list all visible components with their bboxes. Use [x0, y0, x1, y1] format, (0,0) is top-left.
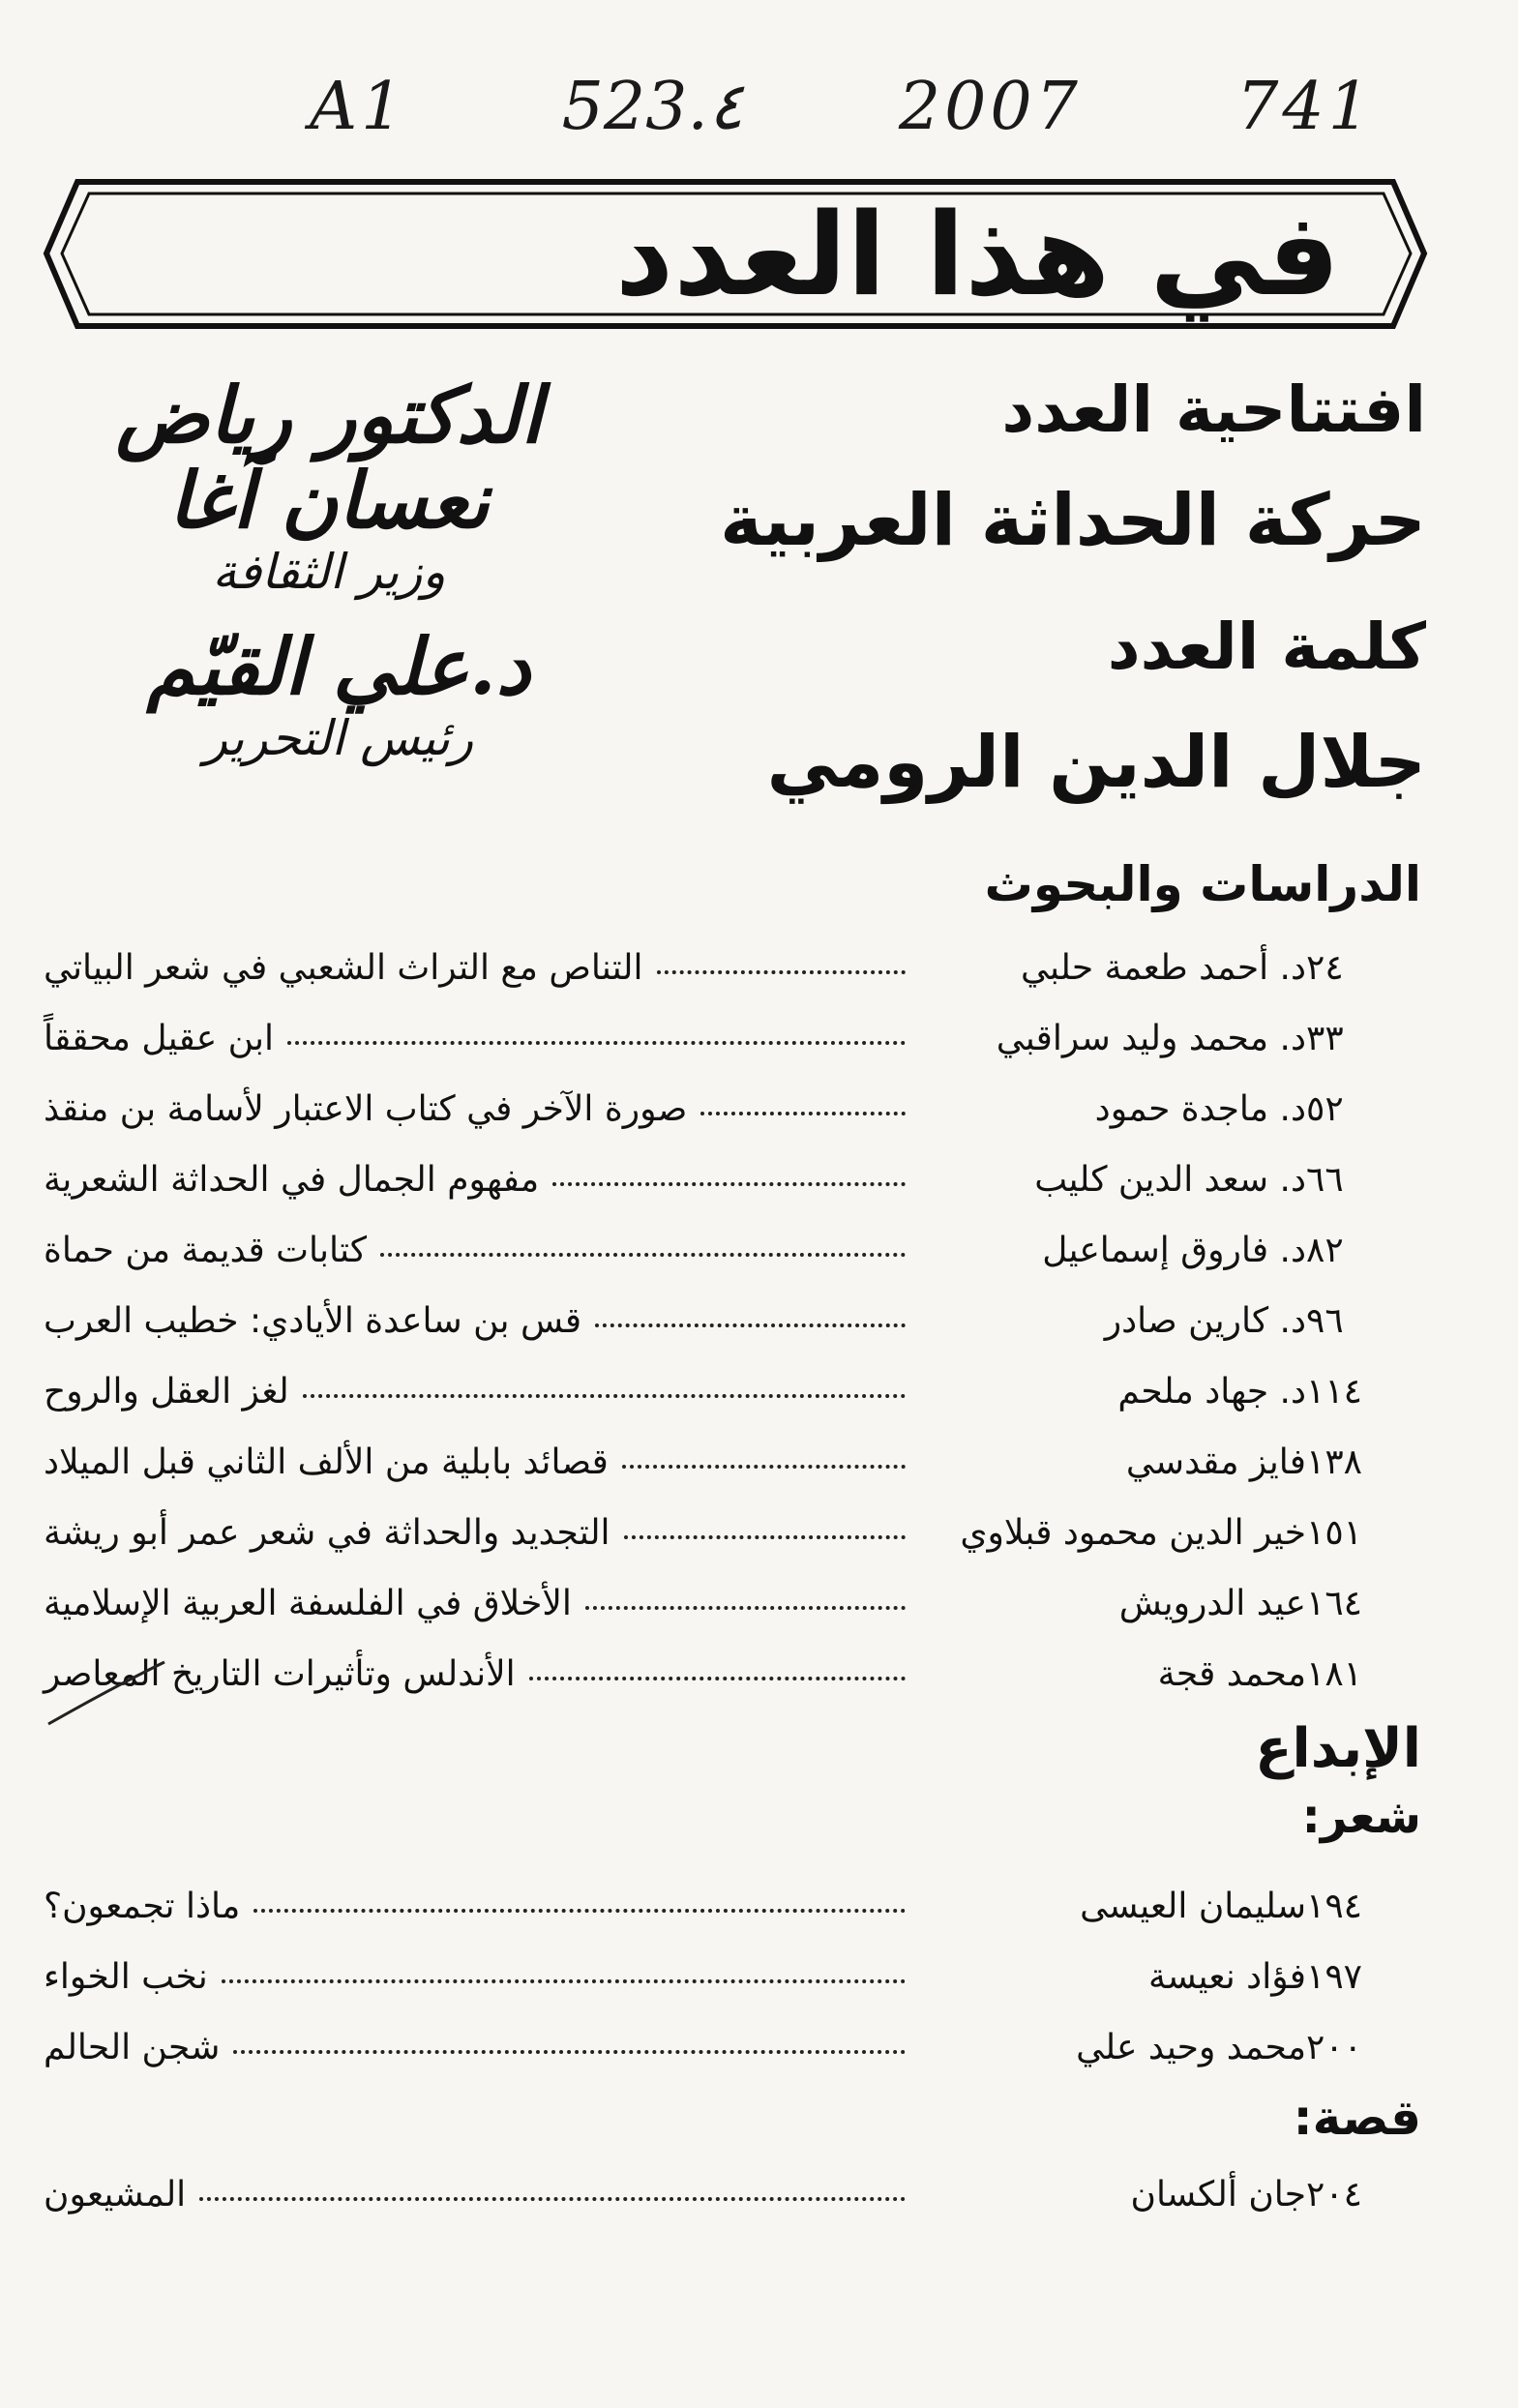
- toc-row: [44, 1877, 1422, 1935]
- toc-row-title: ابن عقيل محققاً: [44, 1018, 275, 1058]
- issue-word-signature-name: د.علي القيّم: [146, 621, 531, 712]
- toc-row-title: قس بن ساعدة الأيادي: خطيب العرب: [44, 1300, 582, 1341]
- creativity-heading: الإبداع: [1255, 1717, 1421, 1780]
- leader-dots: [380, 1253, 906, 1257]
- call-number-part-1: A1: [310, 68, 407, 145]
- toc-row-page: ١٩٤: [1306, 1886, 1363, 1926]
- leader-dots: [624, 1535, 906, 1539]
- toc-row-page: ٣٣: [1306, 1018, 1344, 1058]
- leader-dots: [657, 970, 906, 974]
- leader-dots: [303, 1394, 906, 1398]
- toc-row-page: ١٥١: [1306, 1512, 1363, 1553]
- toc-row-author: فؤاد نعيسة: [1148, 1956, 1306, 1997]
- issue-word-label: كلمة العدد: [1107, 609, 1426, 684]
- toc-row-author: د. سعد الدين كليب: [1034, 1159, 1306, 1200]
- toc-row: [44, 938, 1422, 996]
- toc-row: [44, 1221, 1422, 1279]
- opening-signature-role: وزير الثقافة: [212, 544, 446, 600]
- call-number-part-4: 741: [1236, 68, 1374, 145]
- toc-row-author: فايز مقدسي: [1125, 1442, 1306, 1482]
- toc-row-author: د. فاروق إسماعيل: [1042, 1230, 1306, 1270]
- leader-dots: [552, 1182, 906, 1186]
- toc-row-author: د. كارين صادر: [1104, 1300, 1306, 1341]
- toc-row-title: المشيعون: [44, 2174, 187, 2215]
- poetry-heading: شعر:: [1301, 1790, 1421, 1844]
- toc-row-author: د. ماجدة حمود: [1094, 1088, 1306, 1129]
- leader-dots: [700, 1112, 906, 1115]
- opening-title: حركة الحداثة العربية: [720, 479, 1426, 562]
- leader-dots: [287, 1041, 906, 1045]
- toc-row-title: شجن الحالم: [44, 2027, 221, 2067]
- banner-title: في هذا العدد: [614, 187, 1340, 321]
- toc-row-title: قصائد بابلية من الألف الثاني قبل الميلاد: [44, 1442, 609, 1482]
- toc-row-page: ١٦٤: [1306, 1583, 1363, 1623]
- leader-dots: [585, 1606, 906, 1610]
- studies-heading: الدراسات والبحوث: [984, 856, 1421, 912]
- toc-row: [44, 2165, 1422, 2223]
- leader-dots: [222, 1979, 906, 1983]
- toc-row-title: كتابات قديمة من حماة: [44, 1230, 368, 1270]
- toc-row-title: صورة الآخر في كتاب الاعتبار لأسامة بن منقذ: [44, 1088, 688, 1129]
- toc-row-author: د. محمد وليد سراقبي: [996, 1018, 1306, 1058]
- toc-row: [44, 1150, 1422, 1208]
- call-number: [310, 53, 1374, 160]
- toc-row-author: د. جهاد ملحم: [1117, 1371, 1306, 1412]
- toc-row: [44, 1433, 1422, 1491]
- issue-word-signature-role: رئيس التحرير: [203, 710, 474, 766]
- toc-row-title: نخب الخواء: [44, 1956, 208, 1997]
- toc-row-page: ٢٠٤: [1306, 2174, 1363, 2215]
- toc-row-title: لغز العقل والروح: [44, 1371, 289, 1412]
- toc-row-author: محمد وحيد علي: [1076, 2027, 1306, 2067]
- leader-dots: [253, 1909, 906, 1913]
- issue-word-signature: [145, 621, 532, 767]
- toc-row: [44, 1009, 1422, 1067]
- leader-dots: [622, 1465, 906, 1469]
- toc-row-title: التجديد والحداثة في شعر عمر أبو ريشة: [44, 1512, 610, 1553]
- call-number-part-3: 2007: [898, 68, 1082, 145]
- toc-row-page: ٢٠٠: [1306, 2027, 1363, 2067]
- leader-dots: [595, 1323, 906, 1327]
- toc-row-author: محمد قجة: [1157, 1653, 1306, 1694]
- leader-dots: [529, 1677, 906, 1680]
- toc-row-page: ٢٤: [1306, 947, 1344, 988]
- toc-row: [44, 1362, 1422, 1420]
- toc-row: [44, 1080, 1422, 1138]
- toc-row-page: ٥٢: [1306, 1088, 1344, 1129]
- toc-row-title: الأخلاق في الفلسفة العربية الإسلامية: [44, 1583, 572, 1623]
- toc-row-author: خير الدين محمود قبلاوي: [960, 1512, 1306, 1553]
- toc-row-author: جان ألكسان: [1130, 2174, 1306, 2215]
- toc-row-title: التناص مع التراث الشعبي في شعر البياتي: [44, 947, 643, 988]
- toc-row-author: د. أحمد طعمة حلبي: [1021, 947, 1306, 988]
- story-heading: قصة:: [1293, 2090, 1421, 2146]
- toc-row: [44, 1574, 1422, 1632]
- toc-row-title: الأندلس وتأثيرات التاريخ المعاصر: [44, 1653, 516, 1694]
- toc-row: [44, 1645, 1422, 1703]
- banner: [39, 174, 1432, 334]
- toc-row: [44, 1292, 1422, 1350]
- opening-signature: [29, 372, 629, 601]
- opening-signature-name: الدكتور رياض نعسان آغا: [115, 370, 543, 546]
- toc-row-author: عيد الدرويش: [1118, 1583, 1306, 1623]
- toc-row-page: ١٨١: [1306, 1653, 1363, 1694]
- toc-row-title: ماذا تجمعون؟: [44, 1886, 241, 1926]
- toc-row-page: ٨٢: [1306, 1230, 1344, 1270]
- toc-row: [44, 2018, 1422, 2076]
- leader-dots: [199, 2197, 906, 2201]
- toc-row-page: ٦٦: [1306, 1159, 1344, 1200]
- toc-row-page: ١١٤: [1306, 1371, 1363, 1412]
- toc-row-title: مفهوم الجمال في الحداثة الشعرية: [44, 1159, 540, 1200]
- opening-label: افتتاحية العدد: [1001, 372, 1426, 447]
- toc-row-page: ١٣٨: [1306, 1442, 1363, 1482]
- toc-row: [44, 1947, 1422, 2006]
- issue-word-title: جلال الدين الرومي: [766, 721, 1426, 804]
- toc-row: [44, 1503, 1422, 1561]
- toc-row-author: سليمان العيسى: [1080, 1886, 1306, 1926]
- leader-dots: [233, 2050, 906, 2054]
- toc-row-page: ٩٦: [1306, 1300, 1344, 1341]
- toc-row-page: ١٩٧: [1306, 1956, 1363, 1997]
- call-number-part-2: 523.٤: [561, 68, 744, 145]
- pen-mark: [44, 1645, 169, 1732]
